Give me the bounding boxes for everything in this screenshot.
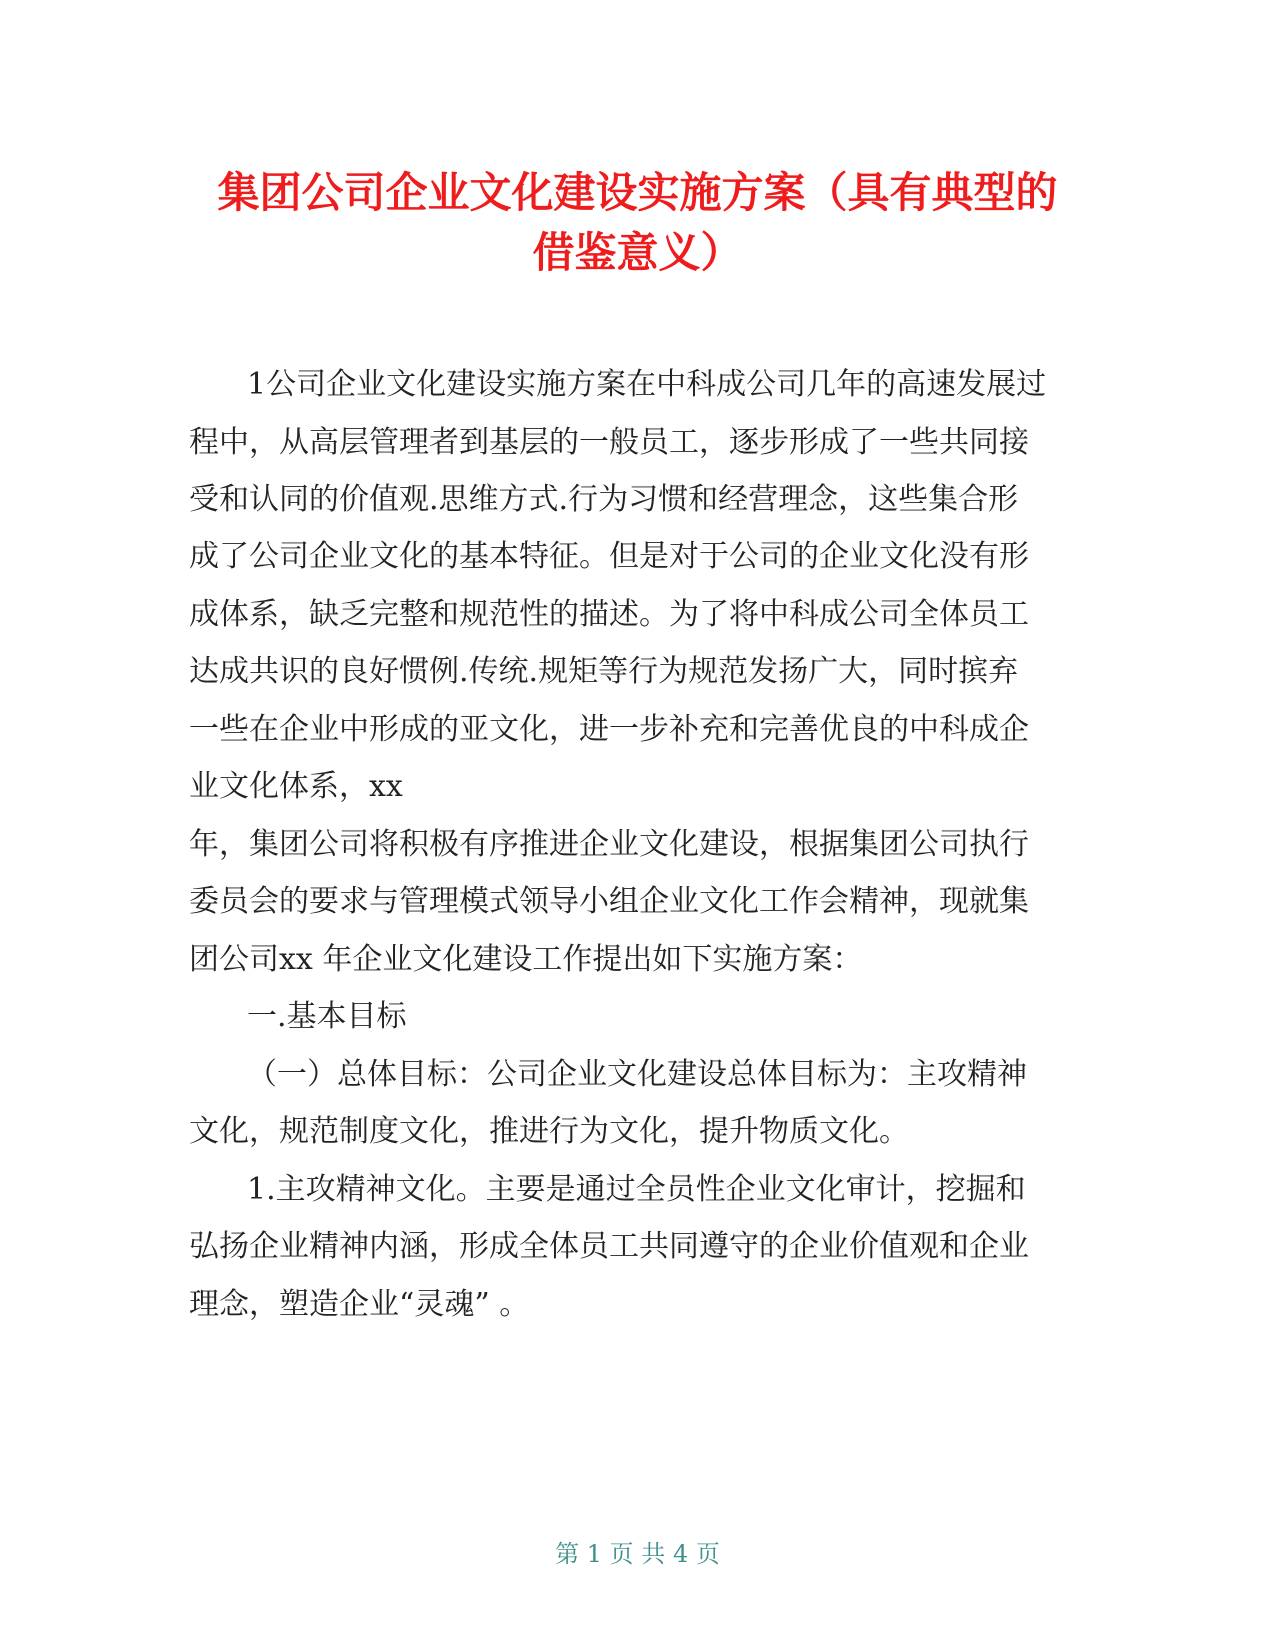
body-line-2: 程中，从高层管理者到基层的一般员工，逐步形成了一些共同接	[189, 425, 1029, 460]
page-footer: 第 1 页 共 4 页	[555, 1540, 720, 1568]
body-line-5: 成体系，缺乏完整和规范性的描述。为了将中科成公司全体员工	[189, 597, 1029, 632]
body-line-10: 委员会的要求与管理模式领导小组企业文化工作会精神，现就集	[189, 884, 1029, 919]
body-line-14: 文化，规范制度文化，推进行为文化，提升物质文化。	[189, 1114, 909, 1149]
section-heading-basic-goals: 一.基本目标	[247, 999, 407, 1034]
document-title-line-2: 借鉴意义）	[532, 228, 743, 277]
body-line-6: 达成共识的良好惯例.传统.规矩等行为规范发扬广大，同时摈弃	[189, 654, 1019, 689]
body-line-4: 成了公司企业文化的基本特征。但是对于公司的企业文化没有形	[189, 539, 1029, 574]
body-line-9: 年，集团公司将积极有序推进企业文化建设，根据集团公司执行	[189, 827, 1029, 862]
body-line-15: 1.主攻精神文化。主要是通过全员性企业文化审计，挖掘和	[247, 1172, 1026, 1207]
body-line-11: 团公司xx 年企业文化建设工作提出如下实施方案：	[189, 942, 863, 977]
body-line-7: 一些在企业中形成的亚文化，进一步补充和完善优良的中科成企	[189, 712, 1029, 747]
body-line-16: 弘扬企业精神内涵，形成全体员工共同遵守的企业价值观和企业	[189, 1229, 1029, 1264]
body-line-17: 理念，塑造企业“灵魂” 。	[189, 1287, 530, 1322]
body-line-1: 1公司企业文化建设实施方案在中科成公司几年的高速发展过	[247, 367, 1047, 402]
document-title-line-1: 集团公司企业文化建设实施方案（具有典型的	[217, 168, 1058, 217]
body-line-3: 受和认同的价值观.思维方式.行为习惯和经营理念，这些集合形	[189, 482, 1019, 517]
body-line-8: 业文化体系，xx	[189, 769, 403, 804]
body-line-13: （一）总体目标：公司企业文化建设总体目标为：主攻精神	[247, 1057, 1027, 1092]
